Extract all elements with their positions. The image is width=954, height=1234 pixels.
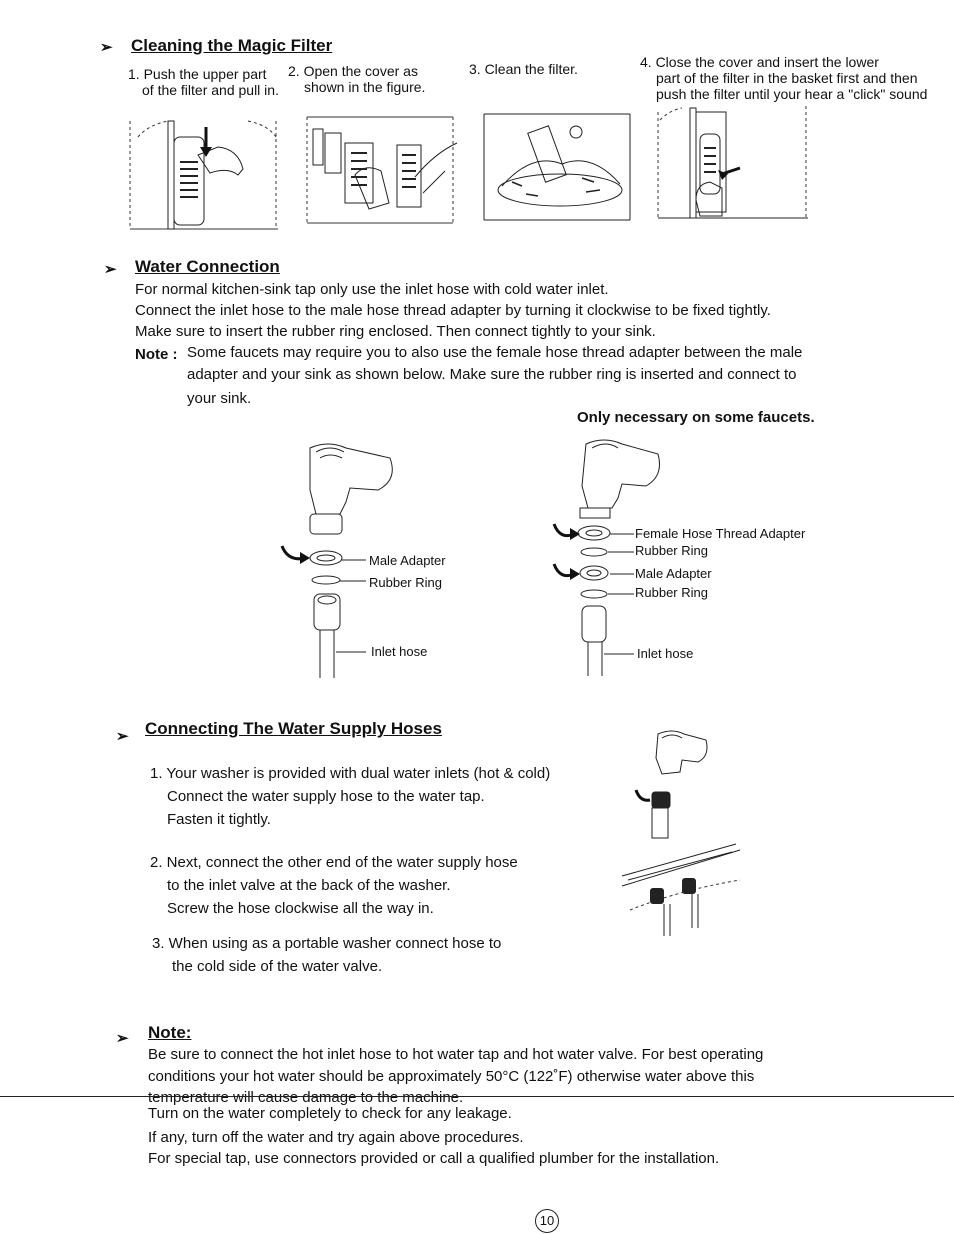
note-body-line-2: conditions your hot water should be approximately 50°C (122˚F) otherwise water above this: [148, 1068, 755, 1085]
supply-item-1-line2: Connect the water supply hose to the water tap.: [167, 788, 485, 805]
faucet-male-adapter-diagram: [270, 440, 380, 682]
right-label-rubber-ring-1: Rubber Ring: [635, 543, 708, 558]
note-label: Note :: [135, 346, 178, 363]
step-1-line1: 1. Push the upper part: [128, 66, 267, 82]
note-body-line-6: For special tap, use connectors provided or call a qualified plumber for the installation.: [148, 1150, 720, 1167]
filter-push-illustration: [128, 117, 280, 233]
supply-item-2: [150, 851, 518, 920]
heading-magic-filter: Cleaning the Magic Filter: [131, 36, 333, 55]
filter-open-cover-illustration: [305, 113, 455, 227]
supply-item-3-line1: 3. When using as a portable washer connect hose to: [152, 935, 502, 952]
step-4-line3: push the filter until your hear a "click" sound: [656, 86, 928, 102]
page-number: [535, 1209, 559, 1233]
tap-hose-illustration: [628, 728, 718, 840]
supply-item-2-line2: to the inlet valve at the back of the washer.: [167, 877, 451, 894]
supply-item-1-line3: Fasten it tightly.: [167, 811, 271, 828]
section-arrow-icon: ➢: [100, 39, 113, 56]
step-1-line2: of the filter and pull in.: [142, 82, 279, 98]
left-label-rubber-ring: Rubber Ring: [369, 575, 442, 590]
page-number-text: 10: [539, 1213, 555, 1228]
heading-supply-hoses: Connecting The Water Supply Hoses: [145, 719, 442, 738]
left-label-male-adapter: Male Adapter: [369, 553, 446, 568]
supply-item-1-line1: 1. Your washer is provided with dual water inlets (hot & cold): [150, 765, 551, 782]
supply-item-1: [150, 762, 550, 831]
right-label-male-adapter: Male Adapter: [635, 566, 712, 581]
water-line-1: For normal kitchen-sink tap only use the inlet hose with cold water inlet.: [135, 281, 609, 298]
step-4-line1: 4. Close the cover and insert the lower: [640, 54, 879, 70]
step-4-text: [640, 54, 927, 102]
supply-item-2-line1: 2. Next, connect the other end of the water supply hose: [150, 854, 518, 871]
step-2-line2: shown in the figure.: [304, 79, 426, 95]
section-arrow-icon: ➢: [104, 261, 117, 278]
note-line-1: Some faucets may require you to also use the female hose thread adapter between the male: [187, 344, 803, 361]
page-divider-line: [0, 1096, 954, 1097]
right-label-inlet-hose: Inlet hose: [637, 646, 694, 661]
only-necessary-caption: Only necessary on some faucets.: [577, 409, 815, 426]
section-arrow-icon: ➢: [116, 1030, 129, 1047]
supply-item-3-line2: the cold side of the water valve.: [172, 958, 383, 975]
note-body-line-3: temperature will cause damage to the machine.: [148, 1089, 464, 1106]
section-arrow-icon: ➢: [116, 728, 129, 745]
washer-inlet-valve-illustration: [620, 840, 750, 940]
heading-note: Note:: [148, 1023, 192, 1042]
faucet-female-adapter-diagram: [546, 436, 656, 680]
filter-insert-illustration: [656, 104, 810, 222]
note-body-line-5: If any, turn off the water and try again above procedures.: [148, 1129, 524, 1146]
step-2-text: [288, 63, 425, 95]
supply-item-3: [152, 932, 501, 978]
step-2-line1: 2. Open the cover as: [288, 63, 418, 79]
note-body-line-1: Be sure to connect the hot inlet hose to hot water tap and hot water valve. For best operating: [148, 1046, 764, 1063]
step-3-line1: 3. Clean the filter.: [469, 61, 578, 77]
supply-item-2-line3: Screw the hose clockwise all the way in.: [167, 900, 434, 917]
note-body-line-4: Turn on the water completely to check for any leakage.: [148, 1105, 512, 1122]
right-label-female-adapter: Female Hose Thread Adapter: [635, 526, 806, 541]
left-label-inlet-hose: Inlet hose: [371, 644, 428, 659]
note-line-3: your sink.: [187, 390, 252, 407]
step-3-text: [469, 61, 578, 77]
right-label-rubber-ring-2: Rubber Ring: [635, 585, 708, 600]
filter-clean-illustration: [482, 112, 632, 224]
water-line-3: Make sure to insert the rubber ring enclosed. Then connect tightly to your sink.: [135, 323, 656, 340]
step-1-text: [128, 66, 279, 98]
note-line-2: adapter and your sink as shown below. Make sure the rubber ring is inserted and connect to: [187, 366, 797, 383]
step-4-line2: part of the filter in the basket first and then: [656, 70, 918, 86]
heading-water-connection: Water Connection: [135, 257, 280, 276]
water-line-2: Connect the inlet hose to the male hose thread adapter by turning it clockwise to be fixed tightly.: [135, 302, 771, 319]
